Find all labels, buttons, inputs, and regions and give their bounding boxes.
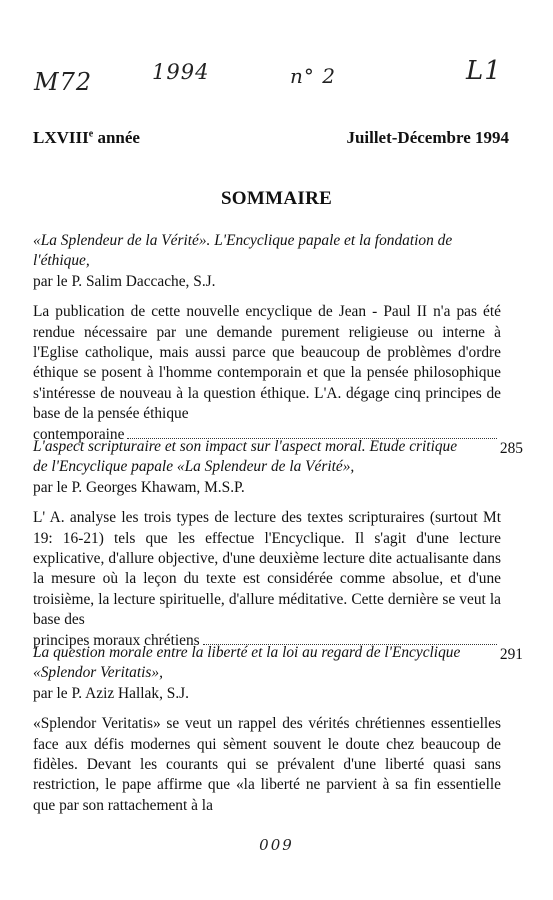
entry-title-line: «La Splendeur de la Vérité». L'Encyclique papale et la fondation de <box>33 232 453 249</box>
entry-title <box>33 643 501 684</box>
volume-word: année <box>97 128 140 147</box>
handwritten-folio: 009 <box>259 836 294 854</box>
abstract-text: La publication de cette nouvelle encyclique de Jean - Paul II n'a pas été rendue nécessaire par une demande purement religieuse ou interne à l'Eglise catholique, mais aussi parce que beaucoup de problèmes d'ordre éthique se posent à l'homme contemporain et que la pensée philosophique s'intéresse de nouveau à la question éthique. L'A. dégage cinq principes de base de la pensée éthique <box>33 303 501 423</box>
entry-byline: par le P. Aziz Hallak, S.J. <box>33 684 190 702</box>
abstract-text: «Splendor Veritatis» se veut un rappel des vérités chrétiennes essentielles face aux défis modernes qui sèment souvent le doute chez beaucoup de fidèles. Devant les courants qui se prévalent d'une liberté quasi sans restriction, le pape affirme que «la liberté ne parvient à sa fin essentielle que par son rattachement à la <box>33 715 501 814</box>
volume-sup: e <box>88 128 94 140</box>
abstract-last-words: principes moraux chrétiens <box>33 631 200 649</box>
entry-abstract <box>33 714 501 816</box>
entry-title-line: La question morale entre la liberté et la loi au regard de l'Encyclique <box>33 644 461 661</box>
handwritten-annotation: M72 <box>34 68 93 96</box>
handwritten-annotation: L1 <box>466 56 502 86</box>
page-title: SOMMAIRE <box>220 188 333 209</box>
volume-label <box>33 128 140 148</box>
entry-byline: par le P. Georges Khawam, M.S.P. <box>33 478 245 496</box>
abstract-last-words: contemporaine <box>33 425 125 443</box>
entry-byline: par le P. Salim Daccache, S.J. <box>33 272 216 290</box>
abstract-text: L' A. analyse les trois types de lecture des textes scripturaires (surtout Mt 19: 16-21) tels que les effectue l'Encyclique. Il s'agit d'une lecture explicative, d'allure objective, d'une deuxième lecture dite actualisante dans la mesure où la leçon du texte est considérée comme absolue, et d'une troisième, la lecture spirituelle, d'allure méditative. Cette dernière se veut la base des <box>33 509 501 629</box>
page-number: 291 <box>499 645 523 663</box>
entry-title <box>33 437 501 478</box>
handwritten-annotation: n° 2 <box>290 64 336 88</box>
volume-roman: LXVIII <box>33 128 89 147</box>
period-label: Juillet-Décembre 1994 <box>346 128 509 147</box>
page-number: 285 <box>499 439 523 457</box>
entry-title-line: de l'Encyclique papale «La Splendeur de la Vérité», <box>33 458 355 476</box>
entry-title-line: L'aspect scripturaire et son impact sur l'aspect moral. Etude critique <box>33 438 458 455</box>
entry-title-line: l'éthique, <box>33 252 90 270</box>
toc-entry <box>33 643 501 816</box>
handwritten-annotation: 1994 <box>152 60 210 84</box>
entry-title <box>33 231 501 272</box>
entry-title-line: «Splendor Veritatis», <box>33 664 163 682</box>
